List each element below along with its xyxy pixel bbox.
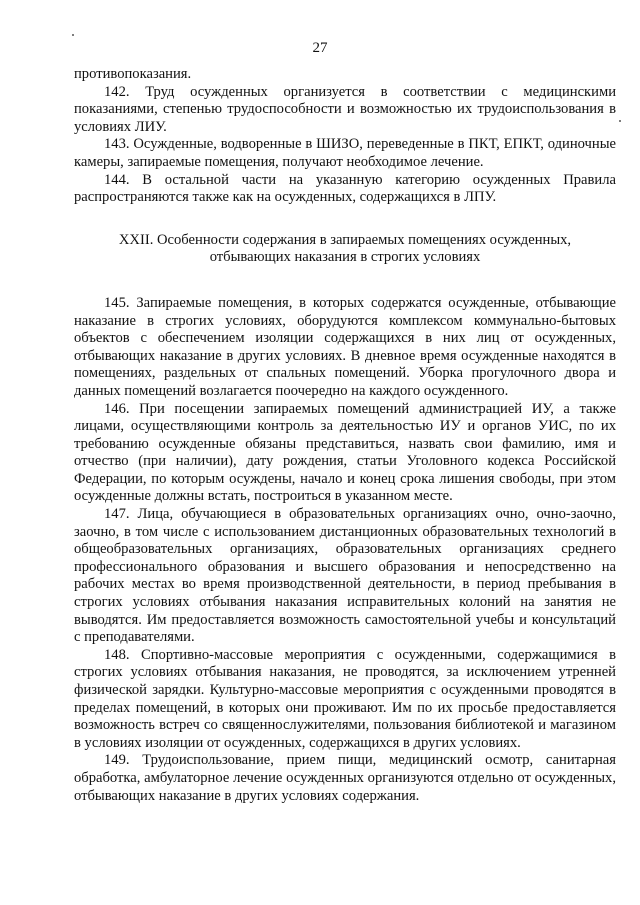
paragraph-143: 143. Осужденные, водворенные в ШИЗО, переведенные в ПКТ, ЕПКТ, одиночные камеры, запираемые помещения, получают необходимое лечение.	[74, 136, 616, 170]
paragraph-142: 142. Труд осужденных организуется в соответствии с медицинскими показаниями, степенью трудоспособности и возможностью их трудоиспользования в условиях ЛИУ.	[74, 83, 616, 135]
scan-speck	[619, 120, 621, 122]
paragraph-145: 145. Запираемые помещения, в которых содержатся осужденные, отбывающие наказание в строгих условиях, оборудуются комплексом коммунально-бытовых объектов с обеспечением изоляции содержащихся в них лиц от осужденных, отбывающих наказание в других условиях. В дневное время осужденные находятся в помещениях, раздельных от спальных помещений. Уборка прогулочного двора и данных помещений возлагается поочередно на каждого осужденного.	[74, 294, 616, 399]
section-title	[74, 232, 616, 267]
section-title-line-1: XXII. Особенности содержания в запираемых помещениях осужденных,	[118, 231, 572, 248]
scan-speck	[72, 34, 74, 36]
paragraph-144: 144. В остальной части на указанную категорию осужденных Правила распространяются также как на осужденных, содержащихся в ЛПУ.	[74, 171, 616, 206]
page-number: 27	[312, 40, 328, 56]
paragraph-148: 148. Спортивно-массовые мероприятия с осужденными, содержащимися в строгих условиях отбывания наказания, не проводятся, за исключением утренней физической зарядки. Культурно-массовые мероприятия с осужденными проводятся в пределах помещений, в которых они проживают. Им по их просьбе предоставляется возможность встреч со священнослужителями, пользования библиотекой и магазином в условиях изоляции от осужденных, содержащихся в других условиях.	[74, 646, 616, 751]
section-title-line-2: отбывающих наказания в строгих условиях	[209, 249, 481, 266]
paragraph-147: 147. Лица, обучающиеся в образовательных организациях очно, очно-заочно, заочно, в том числе с использованием дистанционных образовательных технологий в общеобразовательных организациях, образовательных организациях среднего профессионального образования и высшего образования и непосредственно на рабочих местах во время производственной деятельности, в период пребывания в строгих условиях отбывания наказания исправительных колоний на занятия не выводятся. Им предоставляется возможность самостоятельной учебы и консультаций с преподавателями.	[74, 506, 616, 646]
paragraph-continuation: противопоказания.	[74, 66, 192, 82]
paragraph-146: 146. При посещении запираемых помещений администрацией ИУ, а также лицами, осуществляющими контроль за деятельностью ИУ и органов УИС, по их требованию осужденные обязаны представиться, назвать свои фамилию, имя и отчество (при наличии), дату рождения, статьи Уголовного кодекса Российской Федерации, по которым осуждены, начало и конец срока лишения свободы, при этом осужденные должны встать, построиться в указанном месте.	[74, 400, 616, 505]
document-body	[74, 66, 616, 805]
paragraph-149: 149. Трудоиспользование, прием пищи, медицинский осмотр, санитарная обработка, амбулаторное лечение осужденных организуются отдельно от осужденных, отбывающих наказание в других условиях содержания.	[74, 752, 616, 804]
